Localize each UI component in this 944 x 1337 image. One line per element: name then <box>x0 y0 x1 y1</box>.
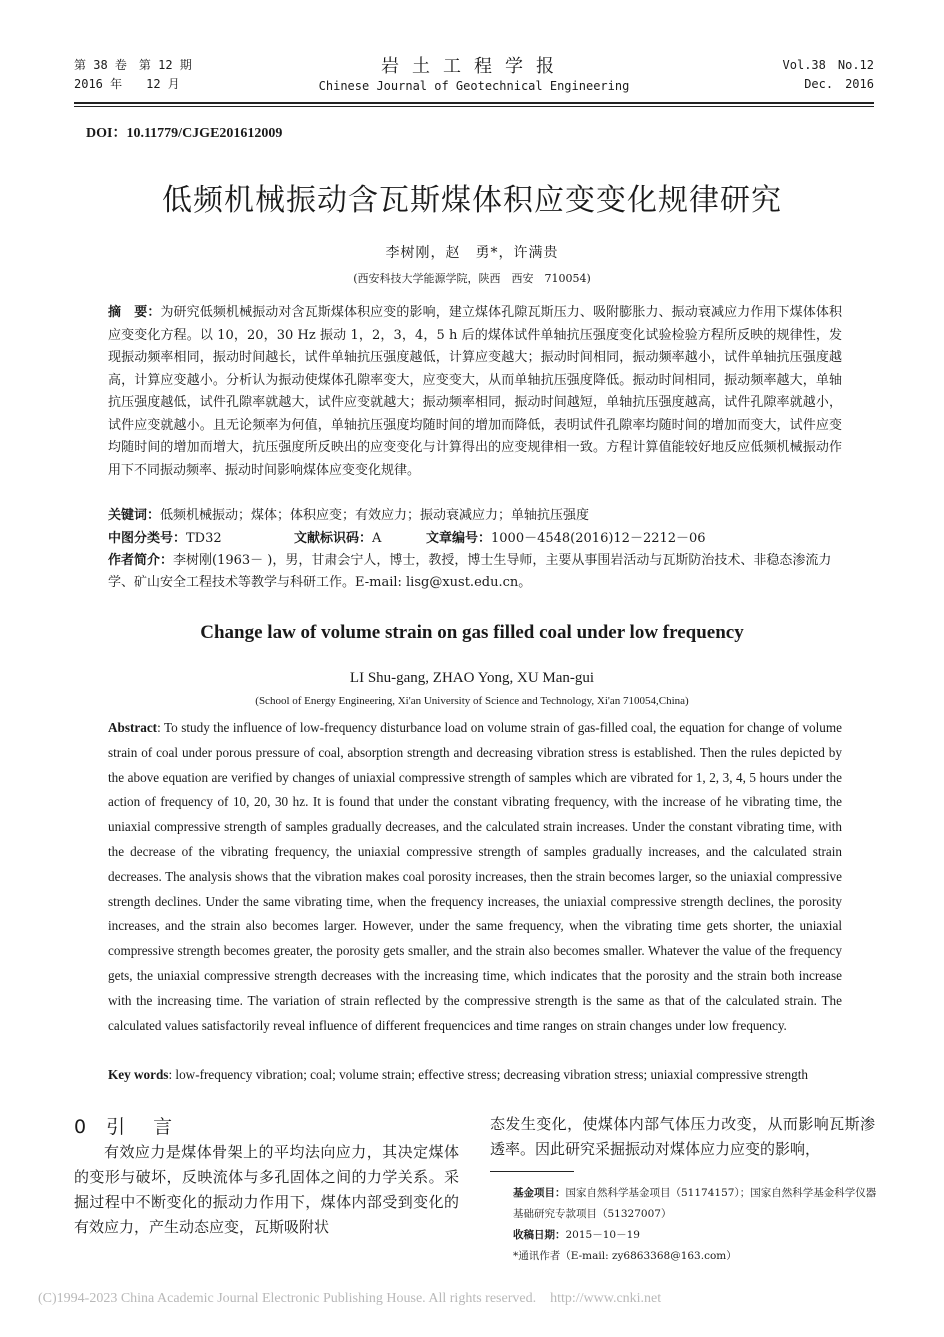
intro-paragraph-continued: 态发生变化，使煤体内部气体压力改变，从而影响瓦斯渗透率。因此研究采掘振动对煤体应力应变的影响， <box>490 1115 875 1158</box>
author-bio-text: 李树刚(1963－ )，男，甘肃会宁人，博士，教授，博士生导师，主要从事围岩活动与瓦斯防治技术、非稳态渗流力学、矿山安全工程技术等教学与科研工作。E-mail: lisg@xust.edu.cn。 <box>108 553 832 590</box>
footnotes <box>513 1183 878 1267</box>
affiliation-en: (School of Energy Engineering, Xi'an University of Science and Technology, Xi'an 710054,China) <box>255 695 689 707</box>
article-number-label: 文章编号： <box>426 531 492 546</box>
section-number: 0 <box>74 1116 87 1138</box>
author-bio-label: 作者简介： <box>108 553 174 568</box>
clc-label: 中图分类号： <box>108 531 187 546</box>
fund-footnote <box>513 1183 878 1225</box>
date-en: Dec. 2016 <box>804 77 874 91</box>
intro-paragraph: 有效应力是煤体骨架上的平均法向应力，其决定煤体的变形与破坏，反映流体与多孔固体之间的力学关系。采掘过程中不断变化的振动力作用下，煤体内部受到变化的有效应力，产生动态应变，瓦斯吸附状 <box>74 1143 459 1236</box>
corresponding-text: （E-mail: zy6863368@163.com） <box>560 1250 737 1262</box>
doc-code-value: A <box>372 531 382 546</box>
abstract-en-label: Abstract <box>108 720 158 735</box>
corresponding-label: *通讯作者 <box>513 1250 561 1262</box>
abstract-en-text: : To study the influence of low-frequency disturbance load on volume strain of gas-filled coal, the equation for change of volume strain of coal under porous pressure of coal, absorption strength and decreasing vibration stress is established. Then the rules depicted by the above equation are verified by changes of uniaxial compressive strength of samples which are vibrated for 1, 2, 3, 4, 5 hours under the action of frequency of 10, 20, 30 hz. It is found that under the constant vibrating frequency, with the increase of he vibrating time, the uniaxial compressive strength of samples gradually decreases, and the calculated strain increases. Under the constant vibrating time, with the decrease of the vibrating frequency, the uniaxial compressive strength of samples gradually increases, and the calculated strain decreases. The analysis shows that the vibration makes coal porosity increases, then the strain becomes larger, so the uniaxial compressive strength declines. Under the same vibrating time, when the frequency increases, the uniaxial compressive strength declines, the porosity increases, and the strain also becomes larger. However, under the same frequency, when the vibrating time gets shorter, the uniaxial compressive strength becomes greater, the porosity gets smaller, and the strain also becomes smaller. Whatever the value of the frequency gets, the uniaxial compressive strength decreases with the increasing time, which indicates that the porosity and the strain both increase with the increasing time. The variation of strain reflected by the compressive strength is the same as that of the calculated strain. The calculated values satisfactorily reveal influence of different frequencices and time ranges on strain changes under low frequency. <box>108 720 842 1033</box>
keywords-en-label: Key words <box>108 1067 169 1082</box>
journal-name-en: Chinese Journal of Geotechnical Engineering <box>318 79 630 93</box>
section-title: 引言 <box>106 1116 201 1138</box>
received-label: 收稿日期： <box>513 1229 566 1241</box>
footnote-rule <box>490 1171 574 1172</box>
abstract-cn-label: 摘 要： <box>108 305 161 320</box>
corresponding-footnote <box>513 1246 878 1267</box>
paper-title-cn: 低频机械振动含瓦斯煤体积应变变化规律研究 <box>162 183 782 218</box>
header-right <box>783 56 874 94</box>
author-bio <box>108 550 842 594</box>
paper-title-en: Change law of volume strain on gas filled coal under low frequency <box>200 622 744 643</box>
received-footnote <box>513 1225 878 1246</box>
doi[interactable]: DOI：10.11779/CJGE201612009 <box>86 126 283 141</box>
volume-issue-en: Vol.38 No.12 <box>782 58 874 72</box>
header-center <box>74 56 874 94</box>
clc-number <box>108 528 222 550</box>
affiliation-cn: (西安科技大学能源学院，陕西 西安 710054) <box>353 272 591 285</box>
abstract-cn <box>108 302 842 482</box>
header-rule-thick <box>74 102 874 104</box>
journal-name-cn: 岩土工程学报 <box>381 56 567 77</box>
abstract-en <box>108 716 842 1038</box>
body-column-right <box>490 1112 875 1162</box>
keywords-cn-text: 低频机械振动；煤体；体积应变；有效应力；振动衰减应力；单轴抗压强度 <box>160 508 590 523</box>
article-number-value: 1000－4548(2016)12－2212－06 <box>491 531 706 546</box>
fund-label: 基金项目： <box>513 1187 566 1199</box>
keywords-en-text: : low-frequency vibration; coal; volume strain; effective stress; decreasing vibration stress; uniaxial compressive strength <box>168 1067 808 1082</box>
article-number <box>426 528 706 550</box>
keywords-cn <box>108 505 842 527</box>
body-column-left <box>74 1140 459 1240</box>
header-rule-thin <box>74 106 874 107</box>
received-text: 2015－10－19 <box>565 1229 640 1241</box>
keywords-cn-label: 关键词： <box>108 508 161 523</box>
document-code <box>294 528 381 550</box>
authors-cn: 李树刚，赵 勇*，许满贵 <box>385 245 559 261</box>
authors-en: LI Shu-gang, ZHAO Yong, XU Man-gui <box>349 670 595 686</box>
volume-issue-cn: 第 38 卷 第 12 期 <box>74 58 192 72</box>
year-month-cn: 2016 年 12 月 <box>74 77 180 91</box>
abstract-cn-text: 为研究低频机械振动对含瓦斯煤体积应变的影响，建立煤体孔隙瓦斯压力、吸附膨胀力、振动衰减应力作用下煤体体积应变变化方程。以 10，20，30 Hz 振动 1，2，3，4，5 h 后的煤体试件单轴抗压强度变化试验检验方程所反映的规律性，发现振动频率相同，振动时间越长，试件单轴抗压强度越低，计算应变越大；振动时间相同，振动频率越小，试件单轴抗压强度越高，计算应变越小。分析认为振动使煤体孔隙率变大，应变变大，从而单轴抗压强度降低。振动时间相同，振动频率越大，单轴抗压强度越低，试件孔隙率就越大，试件应变就越大；振动频率相同，振动时间越短，单轴抗压强度越高，试件孔隙率就越小，试件应变就越小。且无论频率为何值，单轴抗压强度均随时间的增加而降低，表明试件孔隙率均随时间的增加而变大，试件应变均随时间的增加而增大，抗压强度所反映出的应变变化与计算得出的应变规律相一致。方程计算值能较好地反应低频机械振动作用下不同振动频率、振动时间影响煤体应变变化规律。 <box>108 305 842 478</box>
clc-value: TD32 <box>186 531 222 546</box>
keywords-en <box>108 1064 848 1086</box>
fund-text: 国家自然科学基金项目（51174157）；国家自然科学基金科学仪器基础研究专款项目（51327007） <box>513 1187 877 1220</box>
section-heading-introduction <box>74 1112 200 1139</box>
copyright-watermark: (C)1994-2023 China Academic Journal Electronic Publishing House. All rights reserved. http://www.cnki.net <box>38 1291 662 1306</box>
journal-header <box>74 56 874 102</box>
doc-code-label: 文献标识码： <box>294 531 373 546</box>
